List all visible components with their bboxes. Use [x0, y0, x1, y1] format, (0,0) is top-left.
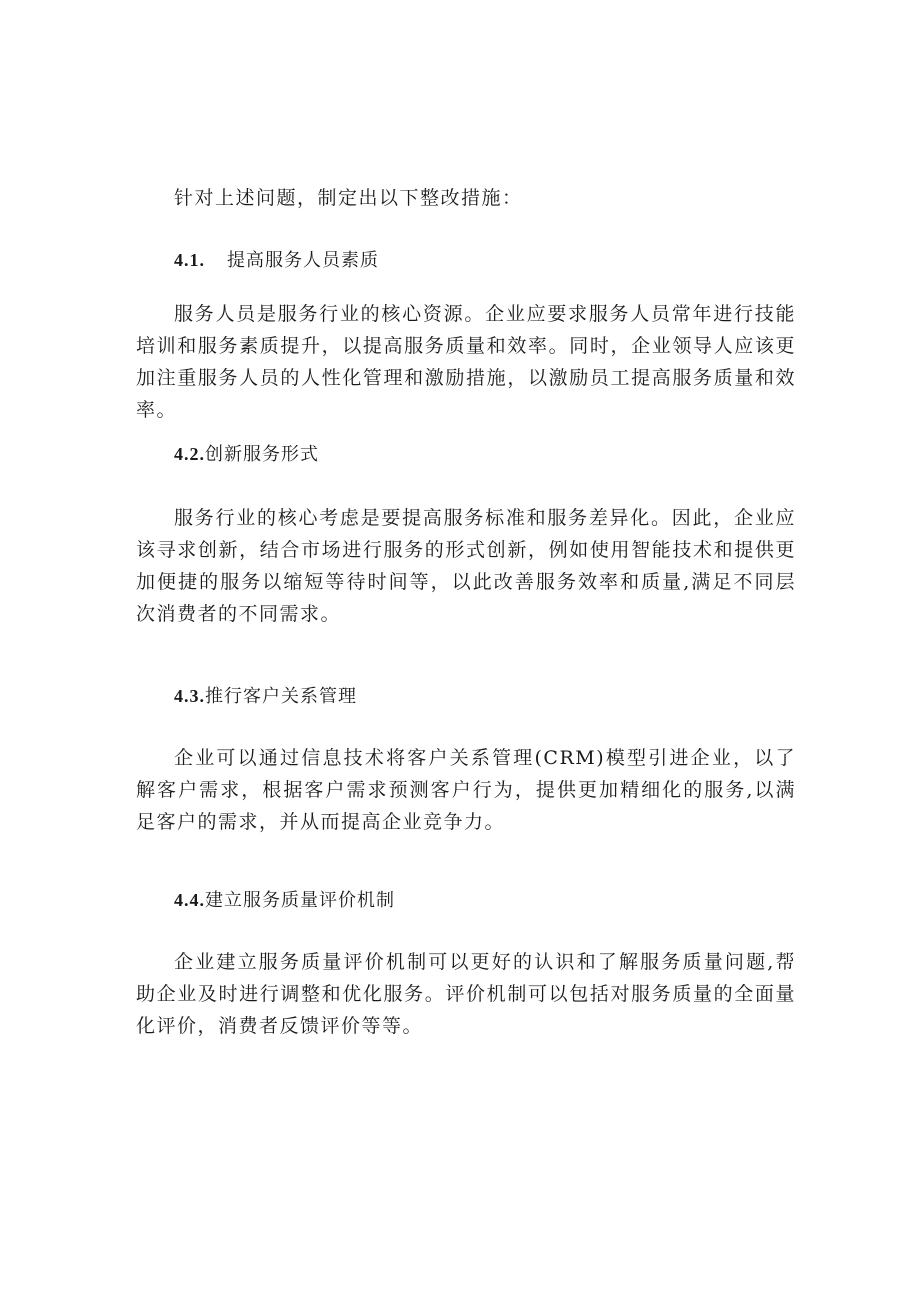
- section-heading-4-4: [136, 888, 796, 913]
- intro-paragraph: 针对上述问题，制定出以下整改措施：: [174, 187, 523, 209]
- section-title: 创新服务形式: [205, 444, 319, 465]
- section-body-4-2: 服务行业的核心考虑是要提高服务标准和服务差异化。因此，企业应该寻求创新，结合市场进行服务的形式创新，例如使用智能技术和提供更加便捷的服务以缩短等待时间等，以此改善服务效率和质量,满足不同层次消费者的不同需求。: [136, 507, 796, 625]
- section-number: 4.2.: [174, 444, 205, 464]
- section-title: 建立服务质量评价机制: [205, 890, 395, 911]
- section-title: 提高服务人员素质: [227, 250, 379, 271]
- section-number: 4.3.: [174, 686, 205, 706]
- section-body-4-4: 企业建立服务质量评价机制可以更好的认识和了解服务质量问题,帮助企业及时进行调整和优化服务。评价机制可以包括对服务质量的全面量化评价，消费者反馈评价等等。: [136, 951, 796, 1037]
- section-body-4-3: 企业可以通过信息技术将客户关系管理(CRM)模型引进企业，以了解客户需求，根据客户需求预测客户行为，提供更加精细化的服务,以满足客户的需求，并从而提高企业竞争力。: [136, 747, 796, 833]
- section-body-4-1: 服务人员是服务行业的核心资源。企业应要求服务人员常年进行技能培训和服务素质提升，以提高服务质量和效率。同时，企业领导人应该更加注重服务人员的人性化管理和激励措施，以激励员工提高服务质量和效率。: [136, 303, 796, 421]
- section-title: 推行客户关系管理: [205, 686, 357, 707]
- section-heading-4-3: [136, 684, 796, 709]
- section-number: 4.1.: [174, 250, 205, 270]
- section-heading-4-1: [136, 248, 796, 273]
- section-heading-4-2: [136, 442, 796, 467]
- section-number: 4.4.: [174, 890, 205, 910]
